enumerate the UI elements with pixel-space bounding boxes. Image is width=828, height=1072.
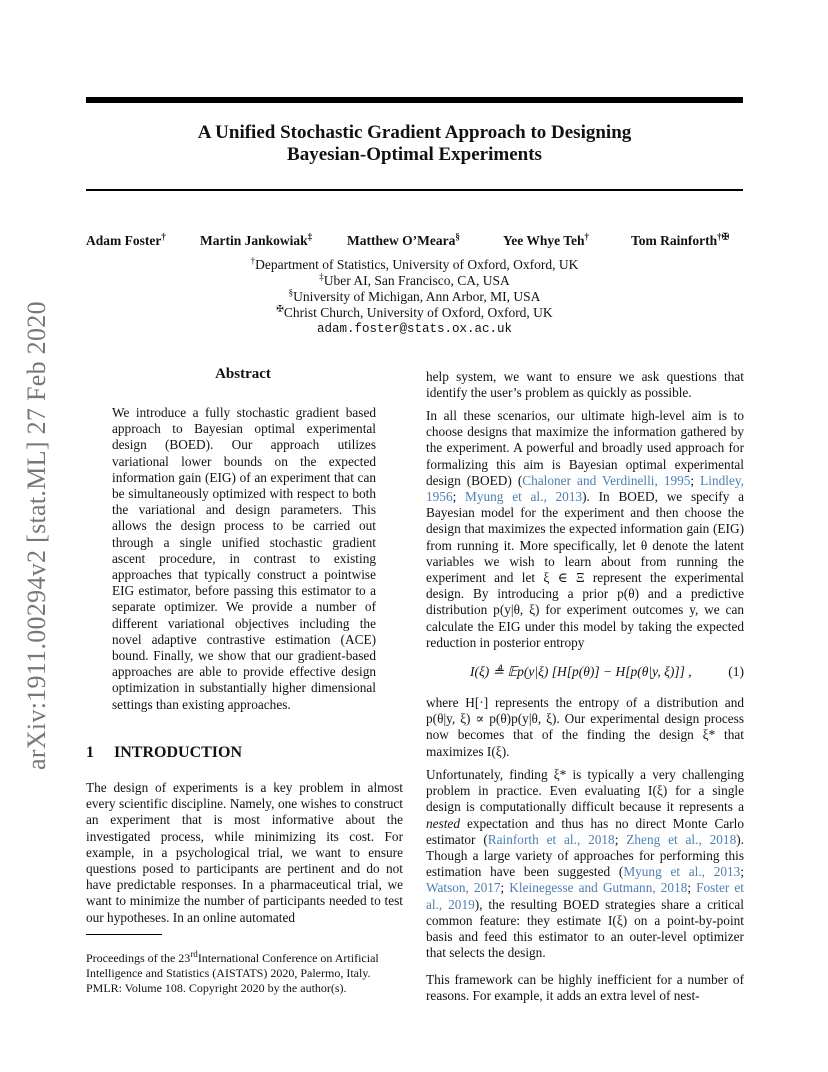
author-list bbox=[86, 233, 746, 253]
citation-link[interactable]: Zheng et al., 2018 bbox=[626, 831, 737, 847]
affiliation-3: §University of Michigan, Ann Arbor, MI, USA bbox=[288, 287, 541, 304]
paragraph-entropy: where H[·] represents the entropy of a distribution and p(θ|y, ξ) ∝ p(θ)p(y|θ, ξ). Our experimental design process now becomes that of the finding the design ξ* that maximizes I(ξ). bbox=[426, 695, 744, 759]
author-email: adam.foster@stats.ox.ac.uk bbox=[316, 322, 513, 336]
affiliation-2: ‡Uber AI, San Francisco, CA, USA bbox=[319, 271, 510, 288]
author-4: Yee Whye Teh† bbox=[503, 231, 590, 248]
citation-link[interactable]: Foster et al., 2019 bbox=[426, 880, 744, 912]
author-1: Adam Foster† bbox=[86, 231, 166, 248]
paragraph-inefficient: This framework can be highly inefficient for a number of reasons. For example, it adds an extra level of nest- bbox=[426, 972, 744, 1004]
citation-link[interactable]: Watson, 2017 bbox=[426, 880, 501, 896]
author-5: Tom Rainforth†✠ bbox=[631, 231, 730, 248]
equation-formula: I(ξ) ≜ 𝔼p(y|ξ) [H[p(θ)] − H[p(θ|y, ξ)]] , bbox=[470, 664, 692, 679]
author-3: Matthew O’Meara§ bbox=[347, 231, 460, 248]
author-2: Martin Jankowiak‡ bbox=[200, 231, 313, 248]
citation-link[interactable]: Rainforth et al., 2018 bbox=[487, 831, 615, 847]
citation-link[interactable]: Chaloner and Verdinelli, 1995 bbox=[522, 472, 691, 488]
abstract-body: We introduce a fully stochastic gradient based approach to Bayesian optimal experimental design (BOED). Our approach utilizes variational lower bounds on the expected information gain (EIG) of an experiment that can be simultaneously optimized with respect to both the variational and design parameters. This allows the design process to be carried out through a single unified stochastic gradient ascent procedure, in contrast to existing approaches that typically construct a pointwise EIG estimator, before passing this estimator to a separate optimizer. We provide a number of different variational objectives including the novel adaptive contrastive estimation (ACE) bound. Finally, we show that our gradient-based approaches are able to provide effective design optimization in substantially higher dimensional settings than existing approaches. bbox=[112, 405, 376, 712]
paragraph-help-system: help system, we want to ensure we ask questions that identify the user’s problem as quickly as possible. bbox=[426, 369, 744, 401]
affiliation-1: †Department of Statistics, University of Oxford, Oxford, UK bbox=[250, 255, 579, 272]
title-bottom-rule bbox=[86, 189, 743, 191]
equation-number: (1) bbox=[728, 664, 744, 679]
paper-title bbox=[86, 122, 743, 166]
footnote: Proceedings of the 23rdInternational Conference on Artificial Intelligence and Statistics (AISTATS) 2020, Palermo, Italy. PMLR: Volume 108. Copyright 2020 by the author(s). bbox=[86, 949, 379, 995]
section-heading: 1 INTRODUCTION bbox=[86, 744, 243, 761]
affiliation-4: ✠Christ Church, University of Oxford, Oxford, UK bbox=[276, 303, 553, 320]
title-top-rule bbox=[86, 97, 743, 103]
citation-link[interactable]: Lindley, 1956 bbox=[426, 472, 744, 505]
paragraph-scenarios: In all these scenarios, our ultimate high-level aim is to choose designs that maximize the information gathered by the experiment. A powerful and broadly used approach for formalizing this aim is Bayesian optimal experimental design (BOED) (Chaloner and Verdinelli, 1995; Lindley, 1956; Myung et al., 2013). In BOED, we specify a Bayesian model for the experiment and then choose the design that maximizes the expected information gain (EIG) from running it. More specifically, let θ denote the latent variables we wish to learn about from running the experiment and let ξ ∈ Ξ represent the experimental design. By introducing a prior p(θ) and a predictive distribution p(y|θ, ξ) for experiment outcomes y, we can calculate the EIG under this model by taking the expected reduction in posterior entropy bbox=[426, 408, 744, 650]
paragraph-challenge: Unfortunately, finding ξ* is typically a very challenging problem in practice. Even evaluating I(ξ) for a single design is computationally difficult because it represents a nested expectation and thus has no direct Monte Carlo estimator (Rainforth et al., 2018; Zheng et al., 2018). Though a large variety of approaches for performing this estimation have been suggested (Myung et al., 2013; Watson, 2017; Kleinegesse and Gutmann, 2018; Foster et al., 2019), the resulting BOED strategies share a critical common feature: they estimate I(ξ) on a point-by-point basis and feed this estimator to an outer-level optimizer that selects the design. bbox=[426, 767, 744, 961]
title-line-2: Bayesian-Optimal Experiments bbox=[287, 144, 542, 165]
intro-paragraph: The design of experiments is a key problem in almost every scientific discipline. Namely, one wishes to construct an experiment that is most informative about the investigated process, while minimizing its cost. For example, in a psychological trial, we want to ensure questions posed to participants are pertinent and do not have predictable responses. In a pharmaceutical trial, we want to minimize the number of participants needed to test our hypotheses. In an online automated bbox=[86, 780, 403, 925]
citation-link[interactable]: Myung et al., 2013 bbox=[623, 864, 741, 880]
title-line-1: A Unified Stochastic Gradient Approach to Designing bbox=[197, 122, 632, 143]
citation-link[interactable]: Kleinegesse and Gutmann, 2018 bbox=[509, 880, 688, 896]
abstract-heading: Abstract bbox=[215, 366, 271, 382]
citation-link[interactable]: Myung et al., 2013 bbox=[465, 489, 583, 505]
footnote-rule bbox=[86, 934, 162, 935]
arxiv-identifier: arXiv:1911.00294v2 [stat.ML] 27 Feb 2020 bbox=[22, 301, 51, 770]
